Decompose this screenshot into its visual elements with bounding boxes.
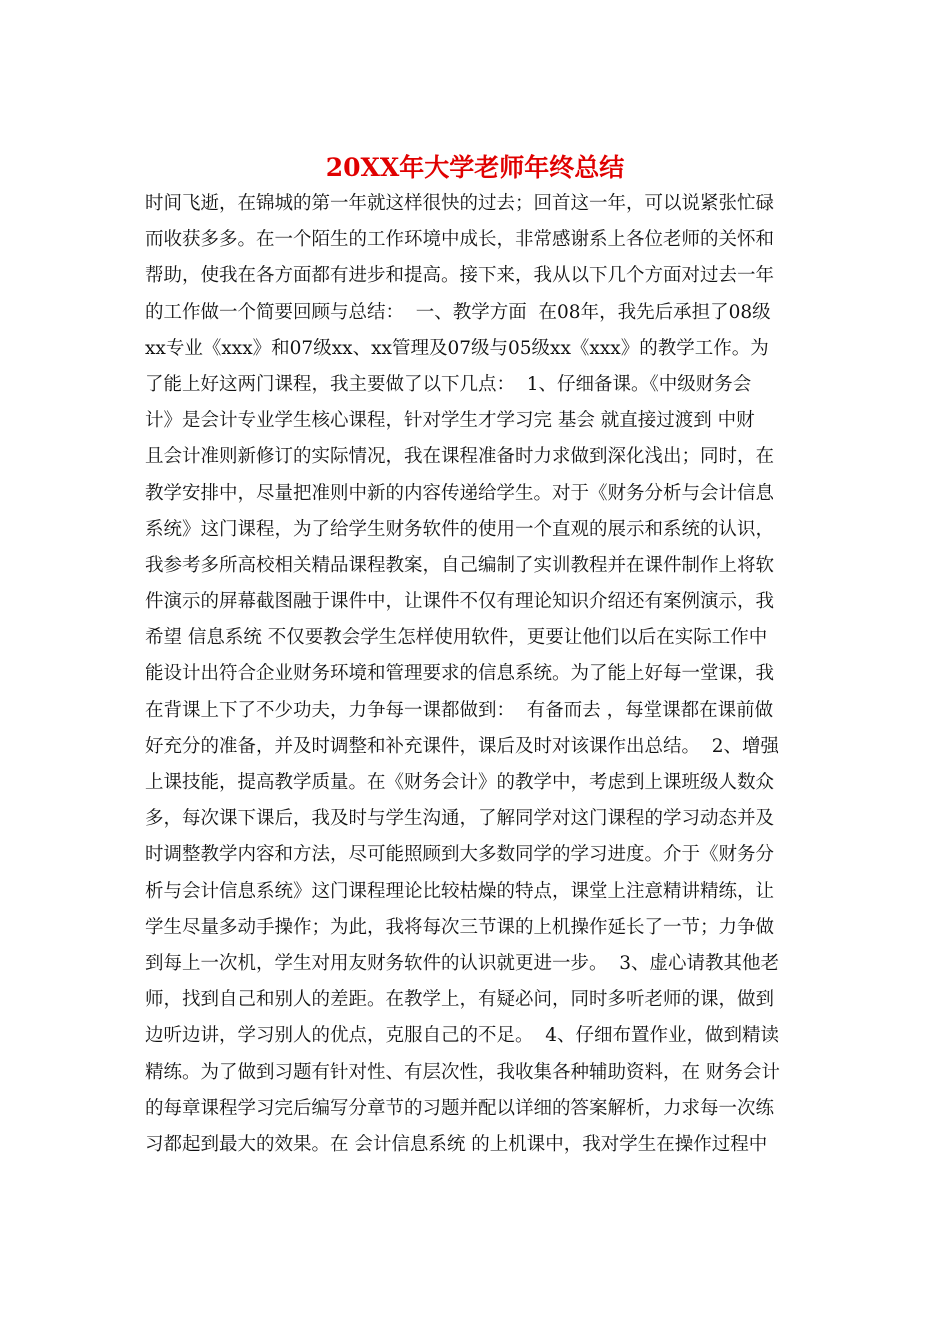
body-line: 了能上好这两门课程，我主要做了以下几点： 1、仔细备课。《中级财务会 <box>145 373 752 395</box>
body-line: xx专业《xxx》和07级xx、xx管理及07级与05级xx《xxx》的教学工作。为 <box>145 337 769 359</box>
body-line: 时间飞逝，在锦城的第一年就这样很快的过去；回首这一年，可以说紧张忙碌 <box>145 193 775 214</box>
body-line: 精练。为了做到习题有针对性、有层次性，我收集各种辅助资料，在 财务会计 <box>145 1061 780 1083</box>
body-line: 我参考多所高校相关精品课程教案，自己编制了实训教程并在课件制作上将软 <box>145 554 775 576</box>
body-line: 到每上一次机，学生对用友财务软件的认识就更进一步。 3、虚心请教其他老 <box>145 952 780 974</box>
body-line: 计》是会计专业学生核心课程，针对学生才学习完 基会 就直接过渡到 中财 <box>145 410 755 432</box>
body-line: 件演示的屏幕截图融于课件中，让课件不仅有理论知识介绍还有案例演示，我 <box>145 591 775 613</box>
body-line: 且会计准则新修订的实际情况，我在课程准备时力求做到深化浅出；同时，在 <box>145 446 775 468</box>
body-line: 析与会计信息系统》这门课程理论比较枯燥的特点，课堂上注意精讲精练，让 <box>145 880 775 902</box>
body-line: 帮助，使我在各方面都有进步和提高。接下来，我从以下几个方面对过去一年 <box>145 265 775 287</box>
body-line: 上课技能，提高教学质量。在《财务会计》的教学中，考虑到上课班级人数众 <box>145 772 775 793</box>
body-line: 边听边讲，学习别人的优点，克服自己的不足。 4、仔细布置作业，做到精读 <box>145 1025 780 1047</box>
body-line: 系统》这门课程，为了给学生财务软件的使用一个直观的展示和系统的认识， <box>145 518 775 540</box>
body-line: 好充分的准备，并及时调整和补充课件，课后及时对该课作出总结。 2、增强 <box>145 735 780 757</box>
body-line: 能设计出符合企业财务环境和管理要求的信息系统。为了能上好每一堂课，我 <box>145 663 775 685</box>
body-line: 学生尽量多动手操作；为此，我将每次三节课的上机操作延长了一节；力争做 <box>145 916 775 938</box>
document-body <box>145 186 815 1163</box>
body-line: 的工作做一个简要回顾与总结： 一、教学方面 在08年，我先后承担了08级 <box>145 301 771 323</box>
body-line: 教学安排中，尽量把准则中新的内容传递给学生。对于《财务分析与会计信息 <box>145 482 775 504</box>
document-title: 20XX年大学老师年终总结 <box>325 153 625 182</box>
body-line: 的每章课程学习完后编写分章节的习题并配以详细的答案解析，力求每一次练 <box>145 1097 775 1119</box>
body-line: 时调整教学内容和方法，尽可能照顾到大多数同学的学习进度。介于《财务分 <box>145 844 775 866</box>
body-line: 师，找到自己和别人的差距。在教学上，有疑必问，同时多听老师的课，做到 <box>145 989 775 1011</box>
body-line: 多，每次课下课后，我及时与学生沟通，了解同学对这门课程的学习动态并及 <box>145 808 775 830</box>
body-line: 而收获多多。在一个陌生的工作环境中成长，非常感谢系上各位老师的关怀和 <box>145 229 775 251</box>
body-line: 希望 信息系统 不仅要教会学生怎样使用软件，更要让他们以后在实际工作中 <box>145 627 768 649</box>
body-line: 习都起到最大的效果。在 会计信息系统 的上机课中，我对学生在操作过程中 <box>145 1133 768 1155</box>
body-line: 在背课上下了不少功夫，力争每一课都做到： 有备而去 ，每堂课都在课前做 <box>145 699 774 721</box>
